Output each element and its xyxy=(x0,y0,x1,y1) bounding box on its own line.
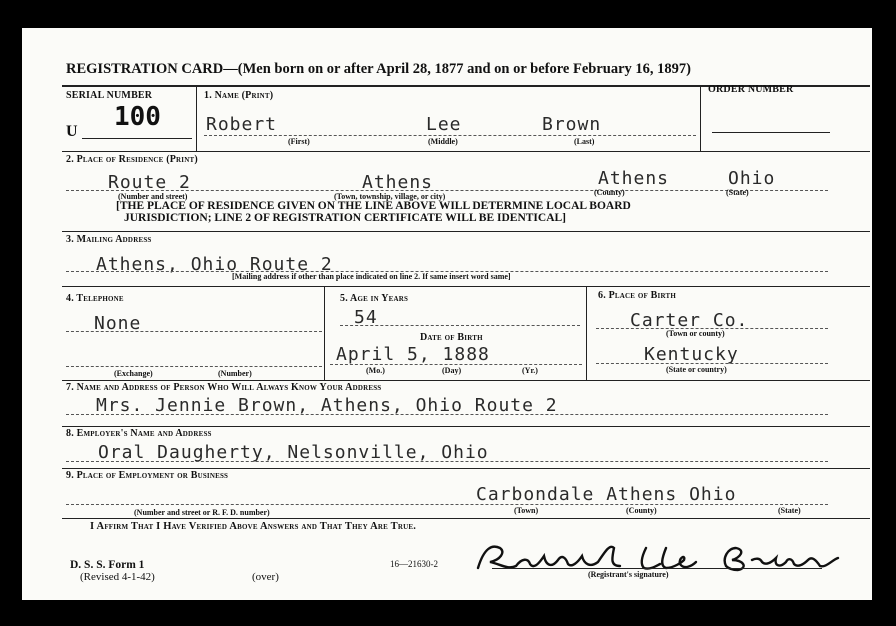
over-note: (over) xyxy=(252,571,279,583)
age-divider xyxy=(586,286,587,380)
residence-label: 2. Place of Residence (Print) xyxy=(66,154,198,165)
form-number: D. S. S. Form 1 xyxy=(70,559,145,571)
serial-prefix: U xyxy=(66,123,78,140)
row-rule-5 xyxy=(62,426,870,427)
contact-line xyxy=(66,414,828,415)
residence-line xyxy=(66,190,828,191)
row-rule-6 xyxy=(62,468,870,469)
mailing-label: 3. Mailing Address xyxy=(66,234,152,245)
order-divider xyxy=(700,85,701,151)
employment-town-label: (Town) xyxy=(514,506,539,515)
affirm-text: I Affirm That I Have Verified Above Answers and That They Are True. xyxy=(90,521,417,532)
residence-notice-2: JURISDICTION; LINE 2 OF REGISTRATION CERTIFICATE WILL BE IDENTICAL] xyxy=(124,212,567,224)
card-title: REGISTRATION CARD—(Men born on or after April 28, 1877 and on or before February 16, 1897) xyxy=(66,61,691,77)
age-label: 5. Age in Years xyxy=(340,293,409,304)
contact-value: Mrs. Jennie Brown, Athens, Ohio Route 2 xyxy=(96,395,558,416)
name-last: Brown xyxy=(542,114,602,135)
employment-line xyxy=(66,504,828,505)
telephone-line-1 xyxy=(66,331,322,332)
form-revised: (Revised 4-1-42) xyxy=(80,571,155,583)
name-middle-label: (Middle) xyxy=(428,137,458,146)
residence-state-label: (State) xyxy=(726,188,749,197)
dob-line xyxy=(330,364,582,365)
residence-town: Athens xyxy=(362,172,434,193)
employer-line xyxy=(66,461,828,462)
row-rule-1 xyxy=(62,151,870,152)
telephone-line-2 xyxy=(66,366,322,367)
dob-value: April 5, 1888 xyxy=(336,344,490,365)
birthplace-town: Carter Co. xyxy=(630,310,749,331)
order-line xyxy=(712,132,830,133)
mailing-value: Athens, Ohio Route 2 xyxy=(96,254,333,275)
age-value: 54 xyxy=(354,307,378,328)
birthplace-line-2 xyxy=(596,363,828,364)
row-rule-4 xyxy=(62,380,870,381)
residence-street: Route 2 xyxy=(108,172,191,193)
serial-label: SERIAL NUMBER xyxy=(66,90,153,101)
residence-state: Ohio xyxy=(728,168,776,189)
registration-card xyxy=(22,28,872,600)
name-first: Robert xyxy=(206,114,278,135)
birthplace-label: 6. Place of Birth xyxy=(598,290,676,301)
birthplace-state: Kentucky xyxy=(644,344,739,365)
row-rule-2 xyxy=(62,231,870,232)
telephone-label: 4. Telephone xyxy=(66,293,124,304)
age-line xyxy=(340,325,580,326)
serial-divider xyxy=(196,85,197,151)
residence-street-label: (Number and street) xyxy=(118,192,188,201)
name-label: 1. Name (Print) xyxy=(204,90,274,101)
birthplace-state-label: (State or country) xyxy=(666,365,727,374)
employment-value: Carbondale Athens Ohio xyxy=(476,484,737,505)
row-rule-3 xyxy=(62,286,870,287)
row-rule-7 xyxy=(62,518,870,519)
employment-street-label: (Number and street or R. F. D. number) xyxy=(134,508,270,517)
birthplace-town-label: (Town or county) xyxy=(666,329,725,338)
employer-label: 8. Employer's Name and Address xyxy=(66,428,212,439)
telephone-value: None xyxy=(94,313,142,334)
telephone-exchange-label: (Exchange) xyxy=(114,369,153,378)
employment-state-label: (State) xyxy=(778,506,801,515)
residence-notice-1: [THE PLACE OF RESIDENCE GIVEN ON THE LINE ABOVE WILL DETERMINE LOCAL BOARD xyxy=(116,200,631,212)
name-last-label: (Last) xyxy=(574,137,595,146)
dob-mo-label: (Mo.) xyxy=(366,366,385,375)
dob-day-label: (Day) xyxy=(442,366,462,375)
order-label: ORDER NUMBER xyxy=(708,84,794,95)
employment-county-label: (County) xyxy=(626,506,657,515)
serial-value: 100 xyxy=(114,102,161,132)
mailing-note: [Mailing address if other than place indicated on line 2. If same insert word same] xyxy=(232,272,511,281)
residence-county: Athens xyxy=(598,168,670,189)
contact-label: 7. Name and Address of Person Who Will Always Know Your Address xyxy=(66,382,382,393)
employer-value: Oral Daugherty, Nelsonville, Ohio xyxy=(98,442,489,463)
dob-yr-label: (Yr.) xyxy=(522,366,538,375)
registrant-signature xyxy=(470,536,870,576)
serial-line xyxy=(82,138,192,139)
telephone-number-label: (Number) xyxy=(218,369,252,378)
name-line xyxy=(204,135,696,136)
residence-town-label: (Town, township, village, or city) xyxy=(334,192,446,201)
telephone-divider xyxy=(324,286,325,380)
name-middle: Lee xyxy=(426,114,462,135)
dob-label: Date of Birth xyxy=(420,332,483,343)
name-first-label: (First) xyxy=(288,137,310,146)
signature-line xyxy=(492,568,822,569)
residence-county-label: (County) xyxy=(594,188,625,197)
print-code: 16—21630-2 xyxy=(390,559,438,569)
employment-label: 9. Place of Employment or Business xyxy=(66,470,229,481)
signature-label: (Registrant's signature) xyxy=(588,570,669,579)
